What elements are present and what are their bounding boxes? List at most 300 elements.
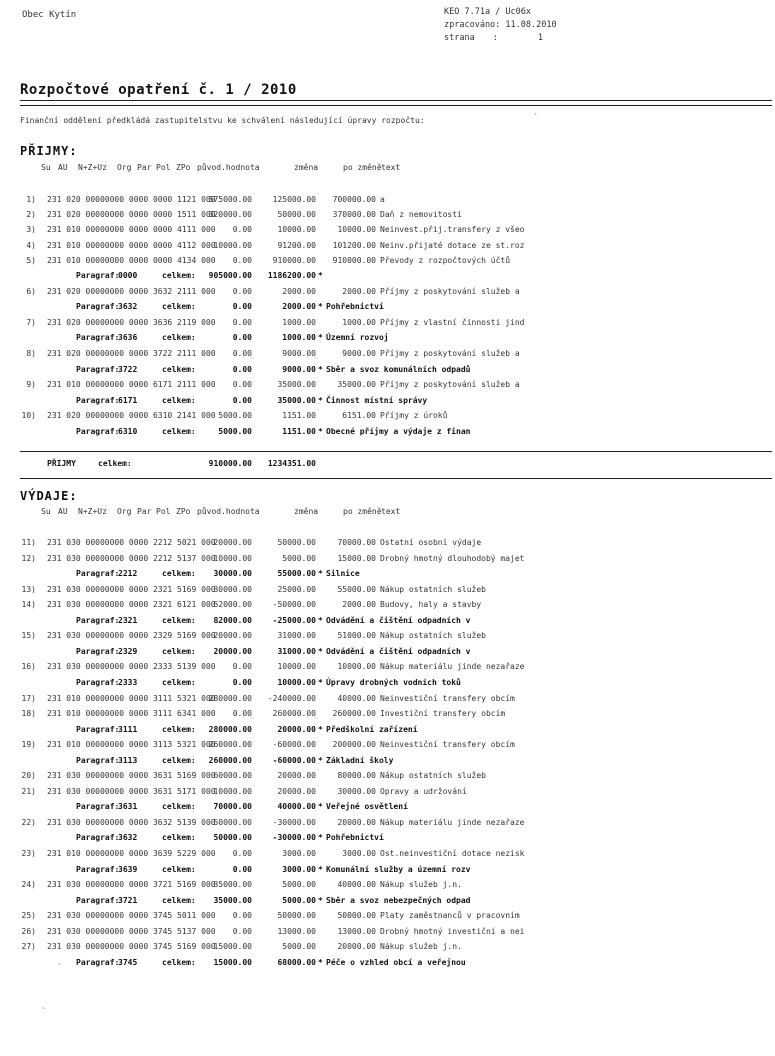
- row-original-value: 60000.00: [213, 771, 252, 781]
- row-index: 21): [21, 786, 36, 796]
- subtotal-original-value: 0.00: [232, 395, 252, 405]
- row-text: Příjmy z vlastní činnosti jind: [380, 317, 525, 327]
- page-indicator: [444, 32, 557, 45]
- paragraph-code: 3111: [118, 724, 138, 734]
- paragraph-code: 6310: [118, 427, 138, 436]
- subtotal-original-value: 0.00: [232, 677, 252, 687]
- subtotal-original-value: 5000.00: [218, 427, 252, 436]
- table-row: [0, 911, 775, 923]
- expense-section-title: VÝDAJE:: [20, 489, 78, 503]
- row-original-value: 30000.00: [213, 584, 252, 594]
- row-original-value: 0.00: [232, 911, 252, 921]
- row-original-value: 0.00: [232, 709, 252, 719]
- celkem-label: celkem:: [162, 569, 196, 579]
- row-original-value: 0.00: [232, 349, 252, 358]
- row-change-value: 260000.00: [272, 709, 316, 719]
- row-codes: 231 010 00000000 0000 6171 2111 000: [47, 380, 216, 390]
- column-zpo: ZPo: [176, 163, 191, 172]
- column-text: text: [381, 507, 401, 516]
- row-codes: 231 010 00000000 0000 0000 4111 000: [47, 225, 216, 235]
- paragraph-code: 3745: [118, 957, 138, 967]
- row-codes: 231 030 00000000 0000 2212 5137 000: [47, 553, 216, 563]
- paragraph-subtotal-row: [0, 756, 775, 768]
- row-codes: 231 030 00000000 0000 3632 5139 000: [47, 817, 216, 827]
- celkem-label: celkem:: [162, 271, 196, 280]
- row-codes: 231 010 00000000 0000 0000 4134 000: [47, 255, 216, 265]
- subtotal-text: Sběr a svoz komunálních odpadů: [326, 364, 471, 374]
- row-codes: 231 010 00000000 0000 3639 5229 000: [47, 849, 216, 858]
- title-rule-bottom: [20, 105, 772, 106]
- subtotal-marker: *: [318, 646, 323, 656]
- income-total-rule-top: [20, 451, 772, 452]
- row-change-value: 5000.00: [282, 942, 316, 952]
- row-after-value: 2000.00: [342, 600, 376, 610]
- income-total-rule-bottom: [20, 478, 772, 479]
- paragraph-subtotal-row: [0, 678, 775, 690]
- column-su: Su: [41, 163, 51, 172]
- intro-text: Finanční oddělení předkládá zastupitelstvu ke schválení následující úpravy rozpočtu:: [20, 116, 425, 125]
- scan-mark: ˋ: [58, 963, 61, 973]
- paragraph-code: 3721: [118, 895, 138, 905]
- column-after: po změně: [343, 507, 382, 516]
- table-row: [0, 662, 775, 674]
- row-after-value: 35000.00: [337, 380, 376, 390]
- row-index: 25): [21, 911, 36, 921]
- row-original-value: 10000.00: [213, 786, 252, 796]
- row-original-value: 0.00: [232, 662, 252, 672]
- paragraph-code: 2329: [118, 646, 138, 656]
- subtotal-text: Pohřebnictví: [326, 833, 384, 843]
- column-par: Par: [137, 507, 152, 516]
- row-after-value: 10000.00: [337, 225, 376, 235]
- paragraph-code: 3632: [118, 302, 138, 312]
- income-total-celkem: celkem:: [98, 459, 132, 468]
- row-change-value: 25000.00: [277, 584, 316, 594]
- paragraph-label: Paragraf:: [76, 802, 120, 812]
- celkem-label: celkem:: [162, 615, 196, 625]
- row-codes: 231 010 00000000 0000 0000 4112 000: [47, 240, 216, 250]
- celkem-label: celkem:: [162, 302, 196, 312]
- row-change-value: -30000.00: [272, 817, 316, 827]
- subtotal-original-value: 0.00: [232, 364, 252, 374]
- row-index: 27): [21, 942, 36, 952]
- subtotal-marker: *: [318, 271, 323, 280]
- row-index: 23): [21, 849, 36, 858]
- row-codes: 231 030 00000000 0000 2329 5169 000: [47, 631, 216, 641]
- subtotal-text: Úpravy drobných vodních toků: [326, 677, 461, 687]
- subtotal-marker: *: [318, 895, 323, 905]
- row-after-value: 3000.00: [342, 849, 376, 858]
- row-index: 2): [26, 210, 36, 220]
- row-after-value: 20000.00: [337, 942, 376, 952]
- celkem-label: celkem:: [162, 646, 196, 656]
- paragraph-label: Paragraf:: [76, 833, 120, 843]
- row-index: 24): [21, 880, 36, 890]
- table-row: [0, 771, 775, 783]
- row-change-value: 50000.00: [277, 538, 316, 547]
- row-codes: 231 030 00000000 0000 3721 5169 000: [47, 880, 216, 890]
- row-text: Opravy a udržování: [380, 786, 467, 796]
- subtotal-change-value: -30000.00: [272, 833, 316, 843]
- table-row: [0, 287, 775, 299]
- row-after-value: 6151.00: [342, 411, 376, 421]
- subtotal-change-value: -60000.00: [272, 755, 316, 765]
- table-row: [0, 631, 775, 643]
- row-after-value: 51000.00: [337, 631, 376, 641]
- subtotal-change-value: 40000.00: [277, 802, 316, 812]
- paragraph-subtotal-row: [0, 896, 775, 908]
- title-rule-top: [20, 100, 772, 101]
- page-title: Rozpočtové opatření č. 1 / 2010: [20, 82, 297, 98]
- row-original-value: 320000.00: [208, 210, 252, 220]
- row-after-value: 9000.00: [342, 349, 376, 358]
- column-text: text: [381, 163, 401, 172]
- celkem-label: celkem:: [162, 755, 196, 765]
- subtotal-text: Obecné příjmy a výdaje z finan: [326, 427, 471, 436]
- row-change-value: 50000.00: [277, 210, 316, 220]
- row-change-value: 91200.00: [277, 240, 316, 250]
- row-change-value: 50000.00: [277, 911, 316, 921]
- column-nzu: N+Z+Uz: [78, 507, 107, 516]
- paragraph-code: 3632: [118, 833, 138, 843]
- row-after-value: 200000.00: [332, 740, 376, 750]
- celkem-label: celkem:: [162, 864, 196, 874]
- celkem-label: celkem:: [162, 333, 196, 343]
- row-codes: 231 020 00000000 0000 3722 2111 000: [47, 349, 216, 358]
- row-original-value: 0.00: [232, 849, 252, 858]
- celkem-label: celkem:: [162, 895, 196, 905]
- row-original-value: 50000.00: [213, 817, 252, 827]
- subtotal-text: Veřejné osvětlení: [326, 802, 408, 812]
- table-row: [0, 349, 775, 361]
- table-row: [0, 318, 775, 330]
- row-after-value: 260000.00: [332, 709, 376, 719]
- row-original-value: 20000.00: [213, 631, 252, 641]
- row-after-value: 40000.00: [337, 693, 376, 703]
- subtotal-marker: *: [318, 395, 323, 405]
- subtotal-change-value: 35000.00: [277, 395, 316, 405]
- row-text: Ost.neinvestiční dotace nezisk: [380, 849, 525, 858]
- page-label: strana: [444, 33, 475, 43]
- table-row: [0, 880, 775, 892]
- subtotal-original-value: 0.00: [232, 333, 252, 343]
- subtotal-change-value: 2000.00: [282, 302, 316, 312]
- table-row: [0, 942, 775, 954]
- subtotal-change-value: 1000.00: [282, 333, 316, 343]
- paragraph-label: Paragraf:: [76, 615, 120, 625]
- row-after-value: 70000.00: [337, 538, 376, 547]
- paragraph-label: Paragraf:: [76, 333, 120, 343]
- subtotal-change-value: 5000.00: [282, 895, 316, 905]
- row-text: Budovy, haly a stavby: [380, 600, 482, 610]
- subtotal-marker: *: [318, 864, 323, 874]
- paragraph-label: Paragraf:: [76, 427, 120, 436]
- row-change-value: 3000.00: [282, 849, 316, 858]
- row-index: 10): [21, 411, 36, 421]
- row-index: 15): [21, 631, 36, 641]
- processed-date: zpracováno: 11.08.2010: [444, 20, 557, 30]
- column-original: původ.hodnota: [197, 163, 260, 172]
- row-after-value: 10000.00: [337, 662, 376, 672]
- subtotal-text: Územní rozvoj: [326, 333, 389, 343]
- subtotal-change-value: 31000.00: [277, 646, 316, 656]
- row-after-value: 20000.00: [337, 817, 376, 827]
- row-original-value: 280000.00: [208, 693, 252, 703]
- row-index: 20): [21, 771, 36, 781]
- row-text: Drobný hmotný investiční a nei: [380, 926, 525, 936]
- row-text: Nákup služeb j.n.: [380, 880, 462, 890]
- column-org: Org: [117, 507, 132, 516]
- row-codes: 231 030 00000000 0000 2333 5139 000: [47, 662, 216, 672]
- row-index: 11): [21, 538, 36, 547]
- row-text: Nákup materiálu jinde nezařaze: [380, 662, 525, 672]
- subtotal-text: Základní školy: [326, 755, 394, 765]
- subtotal-original-value: 82000.00: [213, 615, 252, 625]
- row-index: 4): [26, 240, 36, 250]
- celkem-label: celkem:: [162, 395, 196, 405]
- subtotal-original-value: 0.00: [232, 864, 252, 874]
- row-codes: 231 020 00000000 0000 6310 2141 000: [47, 411, 216, 421]
- row-index: 9): [26, 380, 36, 390]
- row-change-value: 125000.00: [272, 195, 316, 204]
- celkem-label: celkem:: [162, 957, 196, 967]
- table-row: [0, 380, 775, 392]
- row-codes: 231 030 00000000 0000 3631 5169 000: [47, 771, 216, 781]
- row-text: Příjmy z poskytování služeb a: [380, 286, 520, 296]
- paragraph-subtotal-row: [0, 365, 775, 377]
- page-separator: :: [492, 33, 498, 43]
- row-change-value: 9000.00: [282, 349, 316, 358]
- row-codes: 231 030 00000000 0000 2212 5021 000: [47, 538, 216, 547]
- row-index: 22): [21, 817, 36, 827]
- table-row: [0, 694, 775, 706]
- row-codes: 231 030 00000000 0000 2321 5169 000: [47, 584, 216, 594]
- income-total-row: [0, 459, 775, 471]
- row-original-value: 0.00: [232, 926, 252, 936]
- table-row: [0, 818, 775, 830]
- page-number: 1: [537, 33, 543, 43]
- row-index: 14): [21, 600, 36, 610]
- paragraph-label: Paragraf:: [76, 895, 120, 905]
- subtotal-marker: *: [318, 957, 323, 967]
- column-zpo: ZPo: [176, 507, 191, 516]
- row-codes: 231 020 00000000 0000 0000 1121 000: [47, 195, 216, 204]
- subtotal-marker: *: [318, 364, 323, 374]
- income-total-orig: 910000.00: [208, 459, 252, 468]
- paragraph-subtotal-row: [0, 865, 775, 877]
- scan-mark: ˋ: [534, 113, 537, 123]
- table-row: [0, 256, 775, 268]
- subtotal-original-value: 70000.00: [213, 802, 252, 812]
- subtotal-original-value: 30000.00: [213, 569, 252, 579]
- row-change-value: 5000.00: [282, 880, 316, 890]
- paragraph-subtotal-row: [0, 271, 775, 283]
- subtotal-original-value: 905000.00: [208, 271, 252, 280]
- row-index: 13): [21, 584, 36, 594]
- subtotal-marker: *: [318, 569, 323, 579]
- income-total-label: PŘIJMY: [47, 459, 76, 468]
- table-row: [0, 538, 775, 550]
- subtotal-change-value: 20000.00: [277, 724, 316, 734]
- organization-name: Obec Kytín: [22, 10, 77, 20]
- row-change-value: 1000.00: [282, 317, 316, 327]
- paragraph-label: Paragraf:: [76, 364, 120, 374]
- row-after-value: 55000.00: [337, 584, 376, 594]
- subtotal-original-value: 260000.00: [208, 755, 252, 765]
- row-index: 17): [21, 693, 36, 703]
- row-text: Drobný hmotný dlouhodobý majet: [380, 553, 525, 563]
- paragraph-label: Paragraf:: [76, 724, 120, 734]
- paragraph-code: 3636: [118, 333, 138, 343]
- paragraph-subtotal-row: [0, 569, 775, 581]
- paragraph-subtotal-row: [0, 958, 775, 970]
- row-original-value: 15000.00: [213, 942, 252, 952]
- paragraph-label: Paragraf:: [76, 302, 120, 312]
- table-row: [0, 927, 775, 939]
- subtotal-original-value: 20000.00: [213, 646, 252, 656]
- paragraph-subtotal-row: [0, 647, 775, 659]
- subtotal-change-value: 55000.00: [277, 569, 316, 579]
- subtotal-text: Sběr a svoz nebezpečných odpad: [326, 895, 471, 905]
- row-original-value: 10000.00: [213, 553, 252, 563]
- celkem-label: celkem:: [162, 427, 196, 436]
- table-row: [0, 241, 775, 253]
- row-index: 1): [26, 195, 36, 204]
- row-change-value: -60000.00: [272, 740, 316, 750]
- paragraph-code: 3722: [118, 364, 138, 374]
- paragraph-subtotal-row: [0, 427, 775, 439]
- paragraph-label: Paragraf:: [76, 271, 120, 280]
- row-index: 6): [26, 286, 36, 296]
- subtotal-text: Činnost místní správy: [326, 395, 428, 405]
- celkem-label: celkem:: [162, 802, 196, 812]
- celkem-label: celkem:: [162, 833, 196, 843]
- column-su: Su: [41, 507, 51, 516]
- celkem-label: celkem:: [162, 724, 196, 734]
- subtotal-change-value: 10000.00: [277, 677, 316, 687]
- row-after-value: 30000.00: [337, 786, 376, 796]
- subtotal-marker: *: [318, 302, 323, 312]
- paragraph-code: 2333: [118, 677, 138, 687]
- row-text: a: [380, 195, 385, 204]
- row-index: 12): [21, 553, 36, 563]
- paragraph-code: 3113: [118, 755, 138, 765]
- row-original-value: 20000.00: [213, 538, 252, 547]
- row-after-value: 40000.00: [337, 880, 376, 890]
- subtotal-text: Odvádění a čištění odpadních v: [326, 646, 471, 656]
- row-after-value: 370000.00: [332, 210, 376, 220]
- celkem-label: celkem:: [162, 677, 196, 687]
- row-after-value: 13000.00: [337, 926, 376, 936]
- row-change-value: 20000.00: [277, 771, 316, 781]
- subtotal-text: Předškolní zařízení: [326, 724, 418, 734]
- subtotal-original-value: 280000.00: [208, 724, 252, 734]
- row-original-value: 5000.00: [218, 411, 252, 421]
- row-text: Nákup služeb j.n.: [380, 942, 462, 952]
- row-after-value: 80000.00: [337, 771, 376, 781]
- subtotal-change-value: 1151.00: [282, 427, 316, 436]
- row-codes: 231 020 00000000 0000 0000 1511 000: [47, 210, 216, 220]
- paragraph-code: 2212: [118, 569, 138, 579]
- paragraph-label: Paragraf:: [76, 569, 120, 579]
- row-original-value: 0.00: [232, 286, 252, 296]
- table-row: [0, 585, 775, 597]
- row-text: Příjmy z poskytování služeb a: [380, 349, 520, 358]
- row-original-value: 0.00: [232, 317, 252, 327]
- row-codes: 231 030 00000000 0000 3745 5169 000: [47, 942, 216, 952]
- subtotal-original-value: 50000.00: [213, 833, 252, 843]
- table-row: [0, 787, 775, 799]
- subtotal-change-value: 9000.00: [282, 364, 316, 374]
- row-index: 7): [26, 317, 36, 327]
- row-index: 5): [26, 255, 36, 265]
- system-version: KEO 7.71a / Uc06x: [444, 7, 531, 17]
- subtotal-text: Silnice: [326, 569, 360, 579]
- row-original-value: 0.00: [232, 255, 252, 265]
- column-change: změna: [294, 163, 319, 172]
- subtotal-marker: *: [318, 802, 323, 812]
- paragraph-subtotal-row: [0, 833, 775, 845]
- table-row: [0, 411, 775, 423]
- paragraph-label: Paragraf:: [76, 864, 120, 874]
- subtotal-text: Pohřebnictví: [326, 302, 384, 312]
- row-change-value: 1151.00: [282, 411, 316, 421]
- column-header-row: [0, 507, 775, 519]
- table-row: [0, 709, 775, 721]
- column-after: po změně: [343, 163, 382, 172]
- row-after-value: 101200.00: [332, 240, 376, 250]
- table-row: [0, 210, 775, 222]
- row-change-value: 20000.00: [277, 786, 316, 796]
- row-codes: 231 030 00000000 0000 3631 5171 000: [47, 786, 216, 796]
- row-after-value: 1000.00: [342, 317, 376, 327]
- row-after-value: 15000.00: [337, 553, 376, 563]
- row-codes: 231 030 00000000 0000 3745 5137 000: [47, 926, 216, 936]
- row-codes: 231 030 00000000 0000 3745 5011 000: [47, 911, 216, 921]
- subtotal-marker: *: [318, 724, 323, 734]
- row-index: 19): [21, 740, 36, 750]
- subtotal-text: Péče o vzhled obcí a veřejnou: [326, 957, 466, 967]
- row-change-value: 13000.00: [277, 926, 316, 936]
- row-text: Příjmy z úroků: [380, 411, 448, 421]
- subtotal-change-value: 3000.00: [282, 864, 316, 874]
- row-original-value: 10000.00: [213, 240, 252, 250]
- row-change-value: 10000.00: [277, 225, 316, 235]
- table-row: [0, 740, 775, 752]
- paragraph-label: Paragraf:: [76, 395, 120, 405]
- row-text: Nákup ostatních služeb: [380, 584, 486, 594]
- column-nzu: N+Z+Uz: [78, 163, 107, 172]
- column-original: původ.hodnota: [197, 507, 260, 516]
- paragraph-subtotal-row: [0, 302, 775, 314]
- column-au: AU: [58, 163, 68, 172]
- subtotal-original-value: 0.00: [232, 302, 252, 312]
- table-row: [0, 849, 775, 861]
- row-original-value: 35000.00: [213, 880, 252, 890]
- row-index: 18): [21, 709, 36, 719]
- subtotal-change-value: 68000.00: [277, 957, 316, 967]
- paragraph-code: 0000: [118, 271, 138, 280]
- subtotal-marker: *: [318, 677, 323, 687]
- row-text: Neinvestiční transfery obcím: [380, 740, 515, 750]
- row-original-value: 575000.00: [208, 195, 252, 204]
- row-index: 8): [26, 349, 36, 358]
- paragraph-subtotal-row: [0, 802, 775, 814]
- row-text: Nákup ostatních služeb: [380, 771, 486, 781]
- row-original-value: 0.00: [232, 225, 252, 235]
- row-change-value: 5000.00: [282, 553, 316, 563]
- column-pol: Pol: [156, 163, 171, 172]
